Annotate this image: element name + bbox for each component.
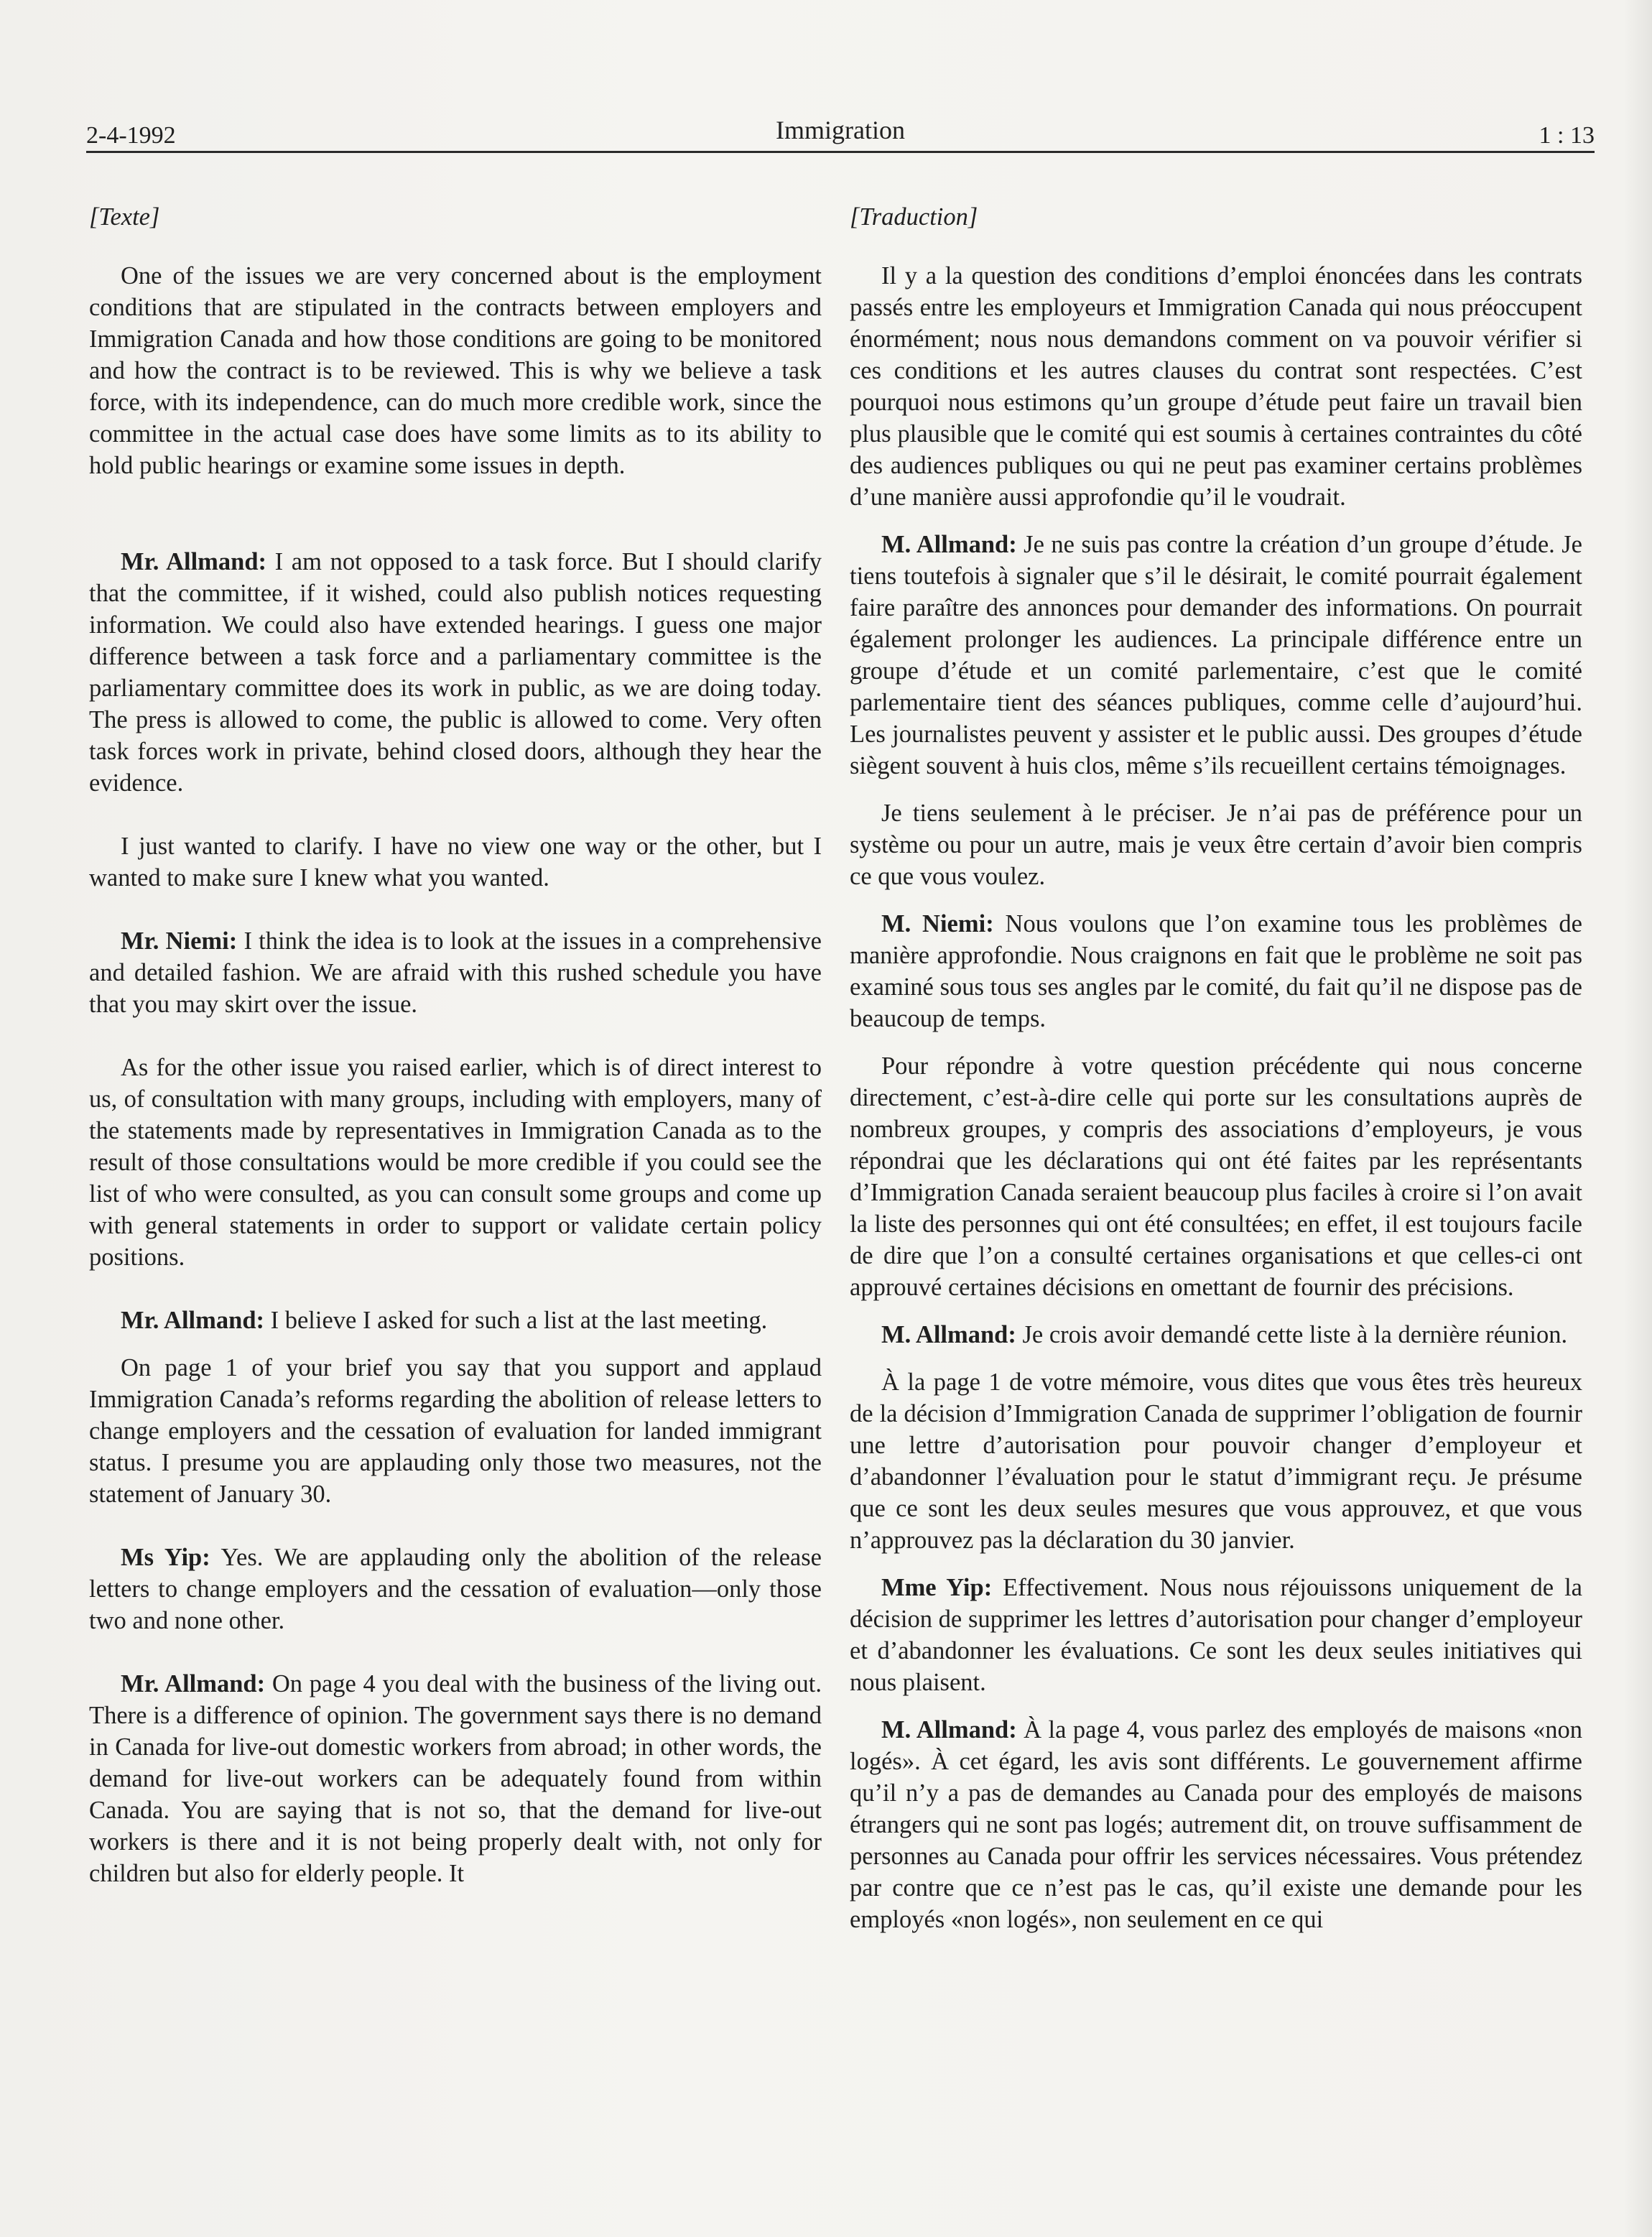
french-column xyxy=(850,201,1582,1951)
column-tag: [Texte] xyxy=(89,203,160,231)
speaker-paragraph xyxy=(89,546,822,799)
speech-text: Yes. We are applauding only the abolition of the release letters to change employers and the cessation of evaluation—only those two and none other. xyxy=(89,1544,822,1634)
english-column xyxy=(89,201,822,1921)
paragraph: As for the other issue you raised earlier, which is of direct interest to us, of consultation with many groups, including with employers, many of the statements made by representatives in Immigration Canada as to the result of those consultations would be more credible if you could see the list of who were consulted, as you can consult some groups and come up with general statements in order to support or validate certain policy positions. xyxy=(89,1054,822,1271)
speech-text: Je crois avoir demandé cette liste à la dernière réunion. xyxy=(1016,1321,1568,1348)
paragraph: On page 1 of your brief you say that you support and applaud Immigration Canada’s reforms regarding the abolition of release letters to change employers and the cessation of evaluation for landed immigrant status. I presume you are applauding only those two measures, not the statement of January 30. xyxy=(89,1354,822,1508)
page-edge-shadow xyxy=(1623,0,1652,2237)
speaker-paragraph xyxy=(850,908,1582,1034)
speaker-paragraph xyxy=(850,529,1582,782)
speaker-paragraph xyxy=(850,1319,1582,1351)
speaker-paragraph xyxy=(89,1542,822,1636)
speech-text: I think the idea is to look at the issues in a comprehensive and detailed fashion. We are afraid with this rushed schedule you have that you may skirt over the issue. xyxy=(89,927,822,1018)
speech-text: Effectivement. Nous nous réjouissons uniquement de la décision de supprimer les lettres d’autorisation pour changer d’employeur et d’abandonner les évaluations. Ce sont les deux seules initiatives qui nous plaisent. xyxy=(850,1574,1582,1696)
paragraph: À la page 1 de votre mémoire, vous dites que vous êtes très heureux de la décision d’Immigration Canada de supprimer l’obligation de fournir une lettre d’autorisation pour pouvoir changer d’employeur et d’abandonner l’évaluation pour le statut d’immigrant reçu. Je présume que ce sont les deux seules mesures que vous approuvez, et que vous n’approuvez pas la déclaration du 30 janvier. xyxy=(850,1368,1582,1554)
header-date: 2-4-1992 xyxy=(86,122,176,149)
running-header xyxy=(86,115,1595,154)
speaker-paragraph xyxy=(89,1668,822,1889)
speaker-name: M. Allmand: xyxy=(881,531,1017,558)
speaker-paragraph xyxy=(89,925,822,1020)
paragraph: Pour répondre à votre question précédente qui nous concerne directement, c’est-à-dire celle qui porte sur les consultations auprès de nombreux groupes, y compris des associations d’employeurs, je vous répondrai que les déclarations qui ont été faites par les représentants d’Immigration Canada seraient beaucoup plus faciles à croire si l’on avait la liste des personnes qui ont été consultées; en effet, il est toujours facile de dire que l’on a consulté certaines organisations et que celles-ci ont approuvé certaines décisions en omettant de fournir des précisions. xyxy=(850,1052,1582,1301)
paragraph: One of the issues we are very concerned about is the employment conditions that are stipulated in the contracts between employers and Immigration Canada and how those conditions are going to be monitored and how the contract is to be reviewed. This is why we believe a task force, with its independence, can do much more credible work, since the committee in the actual case does have some limits as to its ability to hold public hearings or examine some issues in depth. xyxy=(89,262,822,479)
speaker-name: M. Allmand: xyxy=(881,1321,1016,1348)
speaker-name: Ms Yip: xyxy=(121,1544,210,1571)
speech-text: I believe I asked for such a list at the last meeting. xyxy=(264,1307,768,1334)
speaker-paragraph xyxy=(850,1572,1582,1698)
speaker-name: Mme Yip: xyxy=(881,1574,993,1601)
speaker-name: Mr. Allmand: xyxy=(121,1307,264,1334)
paragraph: Il y a la question des conditions d’emploi énoncées dans les contrats passés entre les employeurs et Immigration Canada qui nous préoccupent énormément; nous nous demandons comment on va pouvoir vérifier si ces conditions et les autres clauses du contrat sont respectées. C’est pourquoi nous estimons qu’un groupe d’étude peut faire un travail bien plus plausible que le comité qui est soumis à certaines contraintes du côté des audiences publiques ou qui ne peut pas examiner certains problèmes d’une manière aussi approfondie qu’il le voudrait. xyxy=(850,262,1582,511)
speech-text: À la page 4, vous parlez des employés de maisons «non logés». À cet égard, les avis sont différents. Le gouvernement affirme qu’il n’y a pas de demandes au Canada pour des employés de maisons étrangers qui ne sont pas logés; autrement dit, on trouve suffisamment de personnes au Canada pour offrir les services nécessaires. Vous prétendez par contre que ce n’est pas le cas, qu’il existe une demande pour les employés «non logés», non seulement en ce qui xyxy=(850,1716,1582,1933)
speech-text: Nous voulons que l’on examine tous les problèmes de manière approfondie. Nous craignons en fait que le problème ne soit pas examiné sous tous ses angles par le comité, du fait qu’il ne dispose pas de beaucoup de temps. xyxy=(850,910,1582,1032)
header-page-number: 1 : 13 xyxy=(1539,122,1595,149)
header-title: Immigration xyxy=(776,116,905,144)
header-rule xyxy=(86,151,1595,153)
paragraph: I just wanted to clarify. I have no view one way or the other, but I wanted to make sure I knew what you wanted. xyxy=(89,833,822,891)
speaker-paragraph xyxy=(850,1714,1582,1935)
speaker-name: M. Allmand: xyxy=(881,1716,1017,1743)
speaker-name: Mr. Allmand: xyxy=(121,1670,266,1698)
speaker-paragraph xyxy=(89,1305,822,1336)
column-tag: [Traduction] xyxy=(850,203,978,231)
speaker-name: M. Niemi: xyxy=(881,910,994,937)
speech-text: Je ne suis pas contre la création d’un groupe d’étude. Je tiens toutefois à signaler que s’il le désirait, le comité pourrait également faire paraître des annonces pour demander des informations. On pourrait également prolonger les audiences. La principale différence entre un groupe d’étude et un comité parlementaire, c’est que le comité parlementaire tient des séances publiques, comme celle d’aujourd’hui. Les journalistes peuvent y assister et le public aussi. Des groupes d’étude siègent souvent à huis clos, même s’ils recueillent certains témoignages. xyxy=(850,531,1582,779)
speech-text: On page 4 you deal with the business of the living out. There is a difference of opinion. The government says there is no demand in Canada for live-out domestic workers from abroad; in other words, the demand for live-out workers can be adequately found from within Canada. You are saying that is not so, that the demand for live-out workers is there and it is not being properly dealt with, not only for children but also for elderly people. It xyxy=(89,1670,822,1887)
paragraph: Je tiens seulement à le préciser. Je n’ai pas de préférence pour un système ou pour un autre, mais je veux être certain d’avoir bien compris ce que vous voulez. xyxy=(850,800,1582,890)
speaker-name: Mr. Allmand: xyxy=(121,548,267,575)
speaker-name: Mr. Niemi: xyxy=(121,927,238,955)
speech-text: I am not opposed to a task force. But I should clarify that the committee, if it wished, could also publish notices requesting information. We could also have extended hearings. I guess one major difference between a task force and a parliamentary committee is the parliamentary committee does its work in public, as we are doing today. The press is allowed to come, the public is allowed to come. Very often task forces work in private, behind closed doors, although they hear the evidence. xyxy=(89,548,822,797)
